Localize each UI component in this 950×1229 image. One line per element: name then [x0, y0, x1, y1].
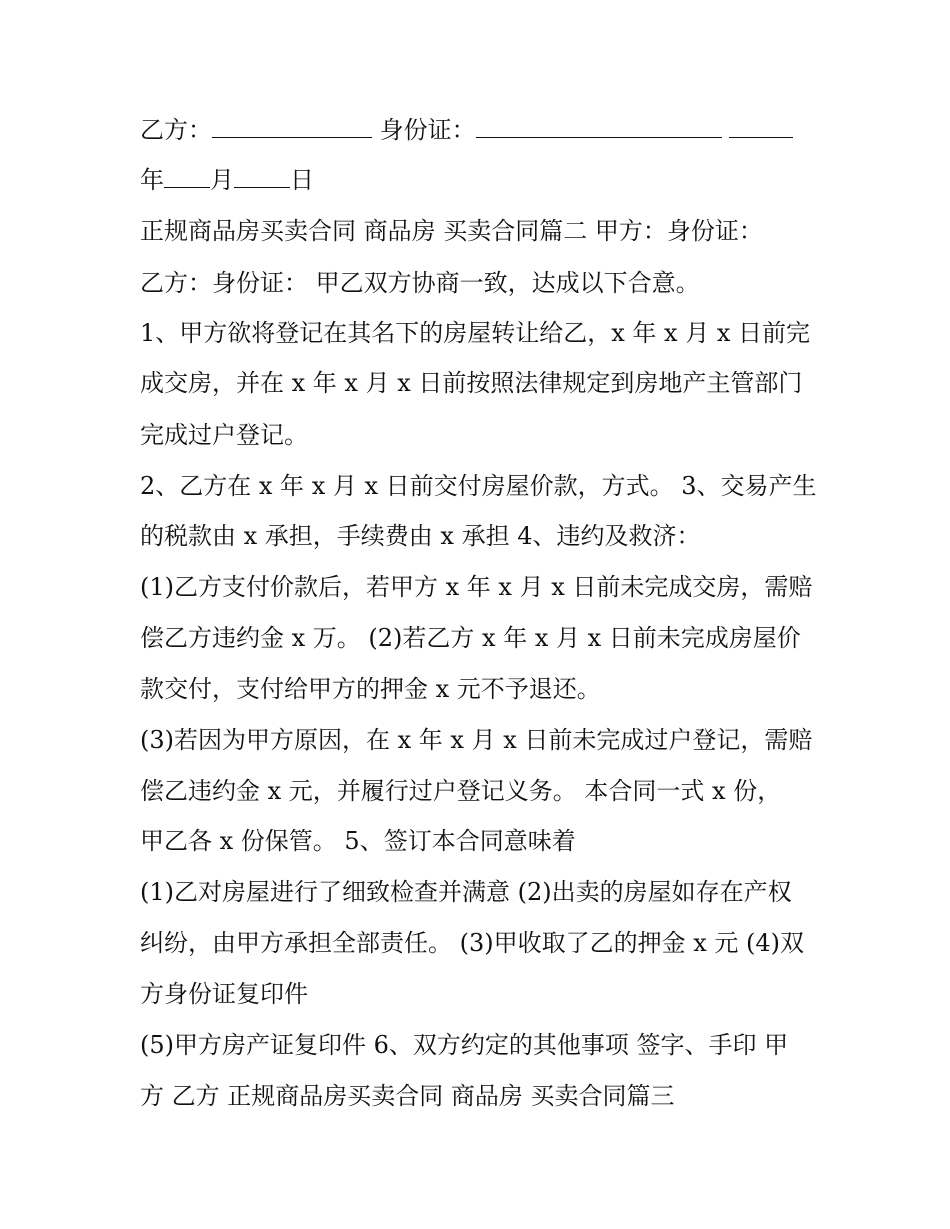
paragraph-line: 方 乙方 正规商品房买卖合同 商品房 买卖合同篇三 — [140, 1082, 675, 1110]
paragraph-line: 偿乙方违约金 x 万。 (2)若乙方 x 年 x 月 x 日前未完成房屋价 — [140, 624, 801, 652]
party-b-name-blank — [212, 115, 372, 138]
day-blank — [234, 165, 290, 188]
paragraph-line: 2、乙方在 x 年 x 月 x 日前交付房屋价款，方式。 3、交易产生 — [140, 472, 817, 500]
paragraph-line: 的税款由 x 承担，手续费由 x 承担 4、违约及救济： — [140, 522, 701, 550]
id-card-blank — [476, 115, 722, 138]
paragraph-line: (1)乙方支付价款后，若甲方 x 年 x 月 x 日前未完成交房，需赔 — [140, 573, 813, 601]
paragraph-line: 正规商品房买卖合同 商品房 买卖合同篇二 甲方：身份证： — [140, 217, 763, 245]
paragraph-line: 款交付，支付给甲方的押金 x 元不予退还。 — [140, 675, 601, 703]
month-blank — [164, 165, 210, 188]
paragraph-line: 乙方：身份证： 甲乙双方协商一致，达成以下合意。 — [140, 269, 700, 297]
paragraph-line: 甲乙各 x 份保管。 5、签订本合同意味着 — [140, 827, 576, 855]
month-label: 月 — [210, 166, 234, 194]
party-b-id-line — [140, 115, 793, 145]
paragraph-line: 完成过户登记。 — [140, 421, 308, 449]
paragraph-line: 纠纷，由甲方承担全部责任。 (3)甲收取了乙的押金 x 元 (4)双 — [140, 929, 805, 957]
id-card-label: 身份证： — [379, 116, 476, 144]
party-b-label: 乙方： — [140, 116, 212, 144]
date-line — [140, 165, 314, 195]
year-blank — [729, 115, 793, 138]
paragraph-line: (5)甲方房产证复印件 6、双方约定的其他事项 签字、手印 甲 — [140, 1031, 789, 1059]
paragraph-line: (1)乙对房屋进行了细致检查并满意 (2)出卖的房屋如存在产权 — [140, 878, 792, 906]
paragraph-line: (3)若因为甲方原因，在 x 年 x 月 x 日前未完成过户登记，需赔 — [140, 726, 813, 754]
paragraph-line: 偿乙违约金 x 元，并履行过户登记义务。 本合同一式 x 份， — [140, 777, 782, 805]
paragraph-line: 成交房，并在 x 年 x 月 x 日前按照法律规定到房地产主管部门 — [140, 369, 803, 397]
paragraph-line: 方身份证复印件 — [140, 980, 308, 1008]
year-label: 年 — [140, 166, 164, 194]
day-label: 日 — [290, 166, 314, 194]
paragraph-line: 1、甲方欲将登记在其名下的房屋转让给乙，x 年 x 月 x 日前完 — [140, 319, 811, 347]
